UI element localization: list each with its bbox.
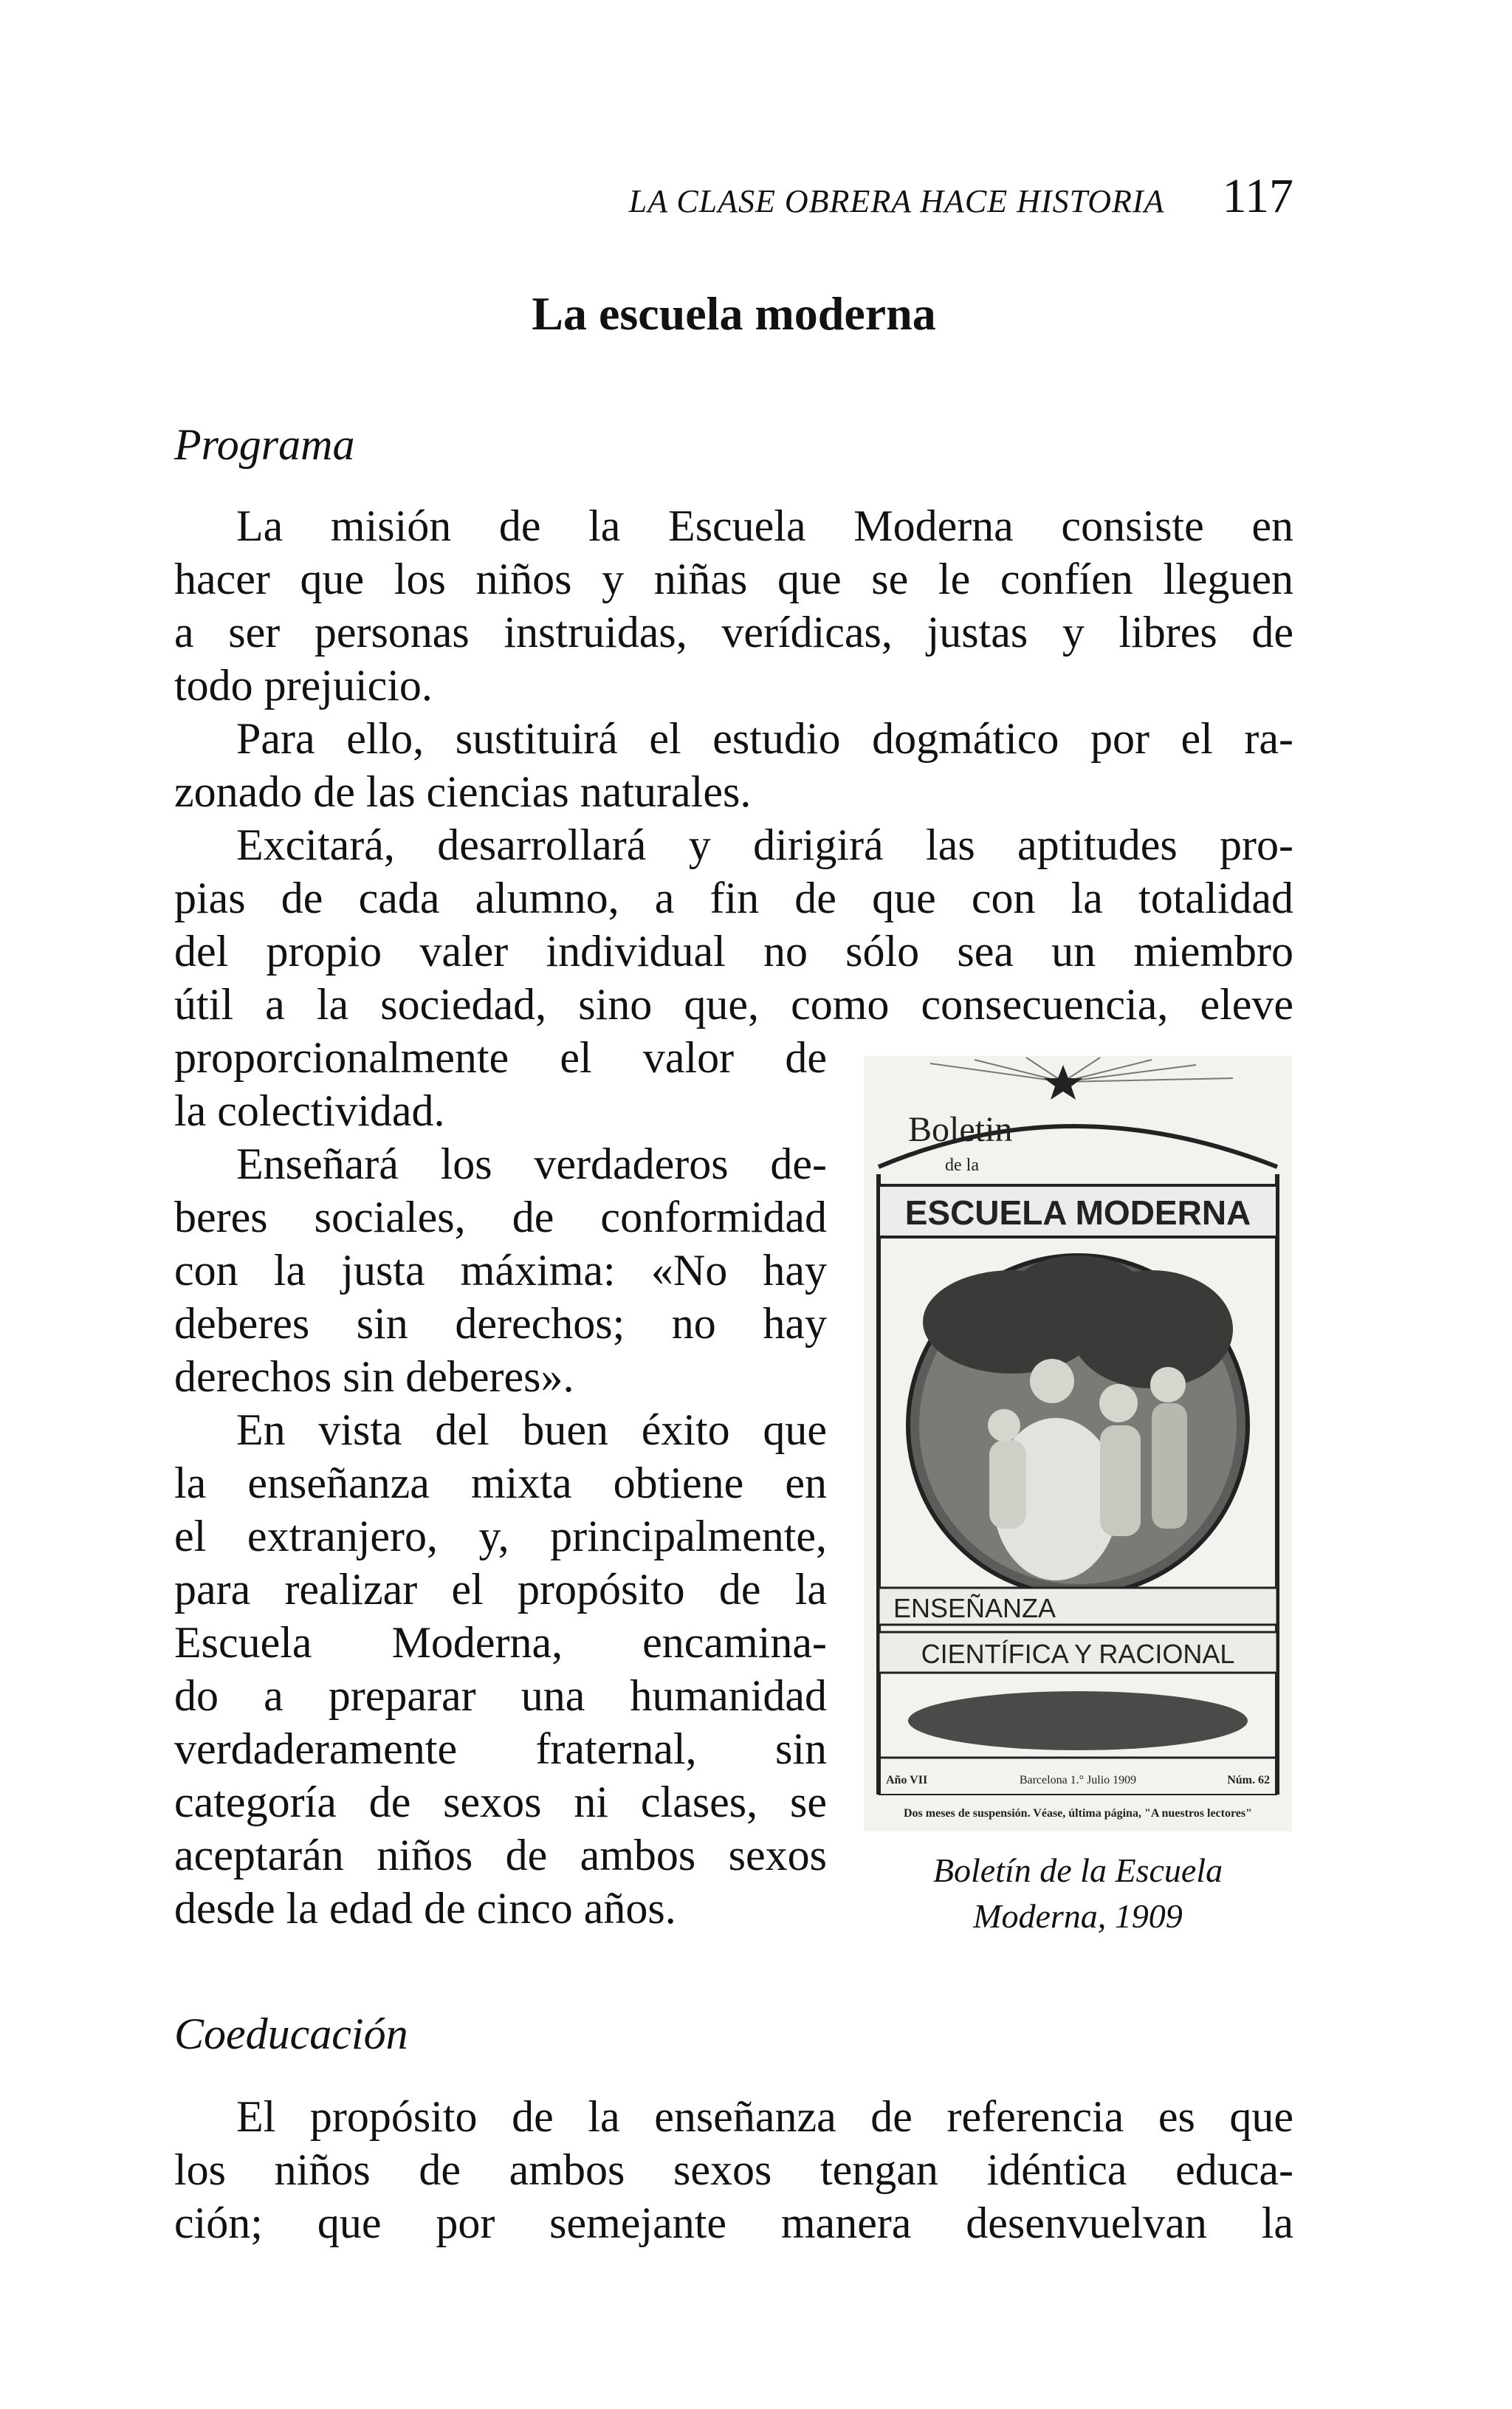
- text-line: ción; que por semejante manera desenvuelvan la: [174, 2199, 1293, 2247]
- text-line: La misión de la Escuela Moderna consiste en: [236, 501, 1293, 550]
- text-line: beres sociales, de conformidad: [174, 1193, 827, 1241]
- cover-band1-text: ENSEÑANZA: [893, 1593, 1056, 1623]
- text-line: verdaderamente fraternal, sin: [174, 1724, 827, 1773]
- cover-footer-date: Barcelona 1.° Julio 1909: [1019, 1774, 1137, 1786]
- cover-title-text: ESCUELA MODERNA: [904, 1193, 1251, 1232]
- text-line: Escuela Moderna, encamina-: [174, 1618, 827, 1667]
- text-line: deberes sin derechos; no hay: [174, 1299, 827, 1348]
- text-line: para realizar el propósito de la: [174, 1565, 827, 1614]
- cover-boletin-text: Boletin: [908, 1110, 1013, 1149]
- text-line: desde la edad de cinco años.: [174, 1884, 676, 1933]
- text-line: Excitará, desarrollará y dirigirá las aptitudes pro-: [236, 820, 1293, 869]
- caption-line: Boletín de la Escuela: [932, 1851, 1223, 1889]
- text-line: aceptarán niños de ambos sexos: [174, 1831, 827, 1879]
- cover-footer-year: Año VII: [886, 1774, 928, 1786]
- cover-band2-text: CIENTÍFICA Y RACIONAL: [921, 1639, 1235, 1669]
- text-line: En vista del buen éxito que: [236, 1405, 827, 1454]
- paragraph-mission: [174, 499, 1293, 712]
- text-line: los niños de ambos sexos tengan idéntica educa-: [174, 2145, 1293, 2194]
- paragraph-duties: [174, 1137, 827, 1403]
- text-line: derechos sin deberes».: [174, 1352, 574, 1401]
- text-line: la colectividad.: [174, 1086, 445, 1135]
- text-line: Para ello, sustituirá el estudio dogmático por el ra-: [236, 714, 1293, 763]
- text-line: Enseñará los verdaderos de-: [236, 1140, 827, 1188]
- text-line: con la justa máxima: «No hay: [174, 1246, 827, 1295]
- text-line: pias de cada alumno, a fin de que con la totalidad: [174, 874, 1293, 922]
- paragraph-method: [174, 712, 1293, 818]
- figure-caption: [864, 1848, 1292, 1939]
- text-line: el extranjero, y, principalmente,: [174, 1512, 827, 1560]
- cover-footer-number: Núm. 62: [1227, 1774, 1270, 1786]
- page-number: 117: [1222, 169, 1293, 223]
- lower-vignette-decoration: [908, 1691, 1248, 1750]
- text-line: zonado de las ciencias naturales.: [174, 767, 752, 816]
- text-line: útil a la sociedad, sino que, como consecuencia, eleve: [174, 980, 1293, 1029]
- running-title: LA CLASE OBRERA HACE HISTORIA: [628, 183, 1165, 219]
- section-heading-programa: Programa: [174, 420, 355, 469]
- running-header: [174, 168, 1293, 227]
- text-line: proporcionalmente el valor de: [174, 1033, 827, 1082]
- paragraph-coeducation: [174, 2090, 1293, 2249]
- text-line: a ser personas instruidas, verídicas, justas y libres de: [174, 608, 1293, 657]
- text-line: categoría de sexos ni clases, se: [174, 1778, 827, 1826]
- chapter-title: La escuela moderna: [532, 287, 936, 340]
- paragraph-mixed-education: [174, 1403, 827, 1935]
- caption-line: Moderna, 1909: [973, 1897, 1183, 1935]
- text-line: todo prejuicio.: [174, 661, 433, 710]
- cover-de-la-text: de la: [945, 1156, 979, 1175]
- cover-footer-note: Dos meses de suspensión. Véase, última página, "A nuestros lectores": [903, 1807, 1253, 1820]
- text-line: del propio valer individual no sólo sea un miembro: [174, 927, 1293, 976]
- boletin-cover-image: [864, 1056, 1292, 1831]
- text-line: la enseñanza mixta obtiene en: [174, 1459, 827, 1507]
- section-heading-coeducacion: Coeducación: [174, 2009, 408, 2058]
- text-line: El propósito de la enseñanza de referencia es que: [236, 2092, 1293, 2141]
- text-line: do a preparar una humanidad: [174, 1671, 827, 1720]
- text-line: hacer que los niños y niñas que se le confíen lleguen: [174, 555, 1293, 603]
